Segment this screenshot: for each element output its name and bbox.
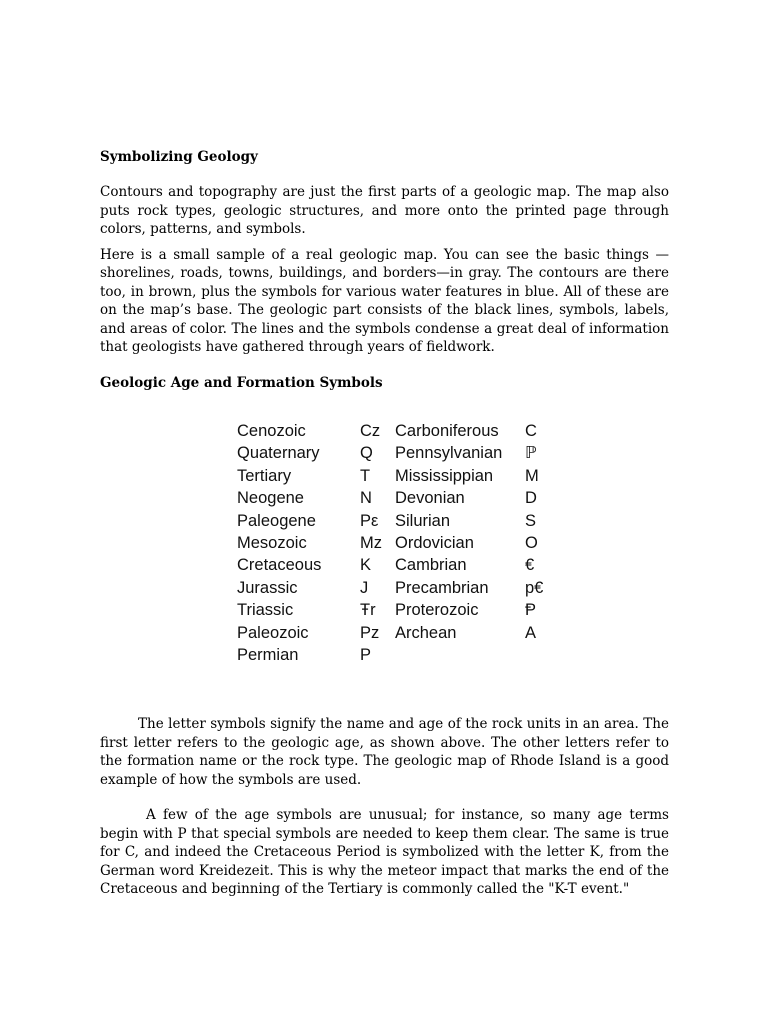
paragraph-intro: Contours and topography are just the first parts of a geologic map. The map also puts rock types, geologic structures, and more onto the printed page through colors, patterns, and symbols. (100, 184, 669, 237)
right-symbols-column (525, 420, 543, 644)
age-symbol: M (525, 466, 539, 485)
age-symbol: p€ (525, 578, 544, 597)
age-name: Mississippian (395, 466, 494, 485)
age-name: Devonian (395, 489, 465, 508)
age-name: Paleozoic (237, 623, 309, 642)
age-symbol: T (360, 466, 371, 485)
age-name: Triassic (237, 601, 294, 620)
age-symbol: S (525, 511, 537, 530)
age-name: Permian (237, 645, 299, 664)
age-symbol: Pz (360, 623, 380, 642)
paragraph-letter-symbols: The letter symbols signify the name and age of the rock units in an area. The first letter refers to the geologic age, as shown above. The other letters refer to the formation name or the rock type. The geologic map of Rhode Island is a good example of how the symbols are used. (100, 716, 669, 788)
age-symbol: N (360, 489, 372, 508)
age-symbol: € (525, 556, 535, 575)
right-names-column (395, 420, 502, 644)
age-symbol: ℙ (525, 444, 537, 463)
age-symbol: Ŧr (360, 601, 376, 620)
age-symbol: P (360, 645, 372, 664)
age-name: Cambrian (395, 556, 467, 575)
age-symbol: Ᵽ (525, 601, 537, 620)
age-name: Cenozoic (237, 422, 306, 440)
section-heading-age-symbols: Geologic Age and Formation Symbols (100, 374, 383, 391)
age-symbol: Q (360, 444, 373, 463)
age-symbol: A (525, 623, 537, 642)
age-name: Mesozoic (237, 533, 307, 552)
age-symbol: J (360, 578, 369, 597)
age-name: Neogene (237, 489, 304, 508)
age-name: Paleogene (237, 511, 316, 530)
age-symbol: Pε (360, 511, 379, 530)
paragraph-map-sample: Here is a small sample of a real geologic map. You can see the basic things —shorelines, roads, towns, buildings, and borders—in gray. The contours are there too, in brown, plus the symbols for various water features in blue. All of these are on the map’s base. The geologic part consists of the black lines, symbols, labels, and areas of color. The lines and the symbols condense a great deal of information that geologists have gathered through years of fieldwork. (100, 246, 669, 355)
age-name: Silurian (395, 511, 451, 530)
age-name: Pennsylvanian (395, 444, 503, 463)
section-heading-symbolizing-geology: Symbolizing Geology (100, 149, 258, 165)
document-page (100, 148, 669, 392)
age-symbol: D (525, 489, 537, 508)
age-name: Jurassic (237, 578, 298, 597)
age-name: Carboniferous (395, 422, 499, 440)
age-name: Precambrian (395, 578, 489, 597)
age-name: Quaternary (237, 444, 320, 463)
age-symbols-table (237, 420, 557, 670)
age-name: Cretaceous (237, 556, 322, 575)
age-symbol: C (525, 422, 537, 440)
age-name: Proterozoic (395, 601, 479, 620)
age-symbol: Mz (360, 533, 382, 552)
age-symbol: K (360, 556, 372, 575)
paragraph-unusual-symbols: A few of the age symbols are unusual; for instance, so many age terms begin with P that special symbols are needed to keep them clear. The same is true for C, and indeed the Cretaceous Period is symbolized with the letter K, from the German word Kreidezeit. This is why the meteor impact that marks the end of the Cretaceous and beginning of the Tertiary is commonly called the "K-T event." (100, 807, 669, 897)
left-names-column (237, 420, 321, 666)
age-name: Archean (395, 623, 457, 642)
age-name: Ordovician (395, 533, 474, 552)
left-symbols-column (360, 420, 382, 666)
age-symbol: Cz (360, 422, 381, 440)
age-name: Tertiary (237, 466, 292, 485)
age-symbol: O (525, 533, 538, 552)
